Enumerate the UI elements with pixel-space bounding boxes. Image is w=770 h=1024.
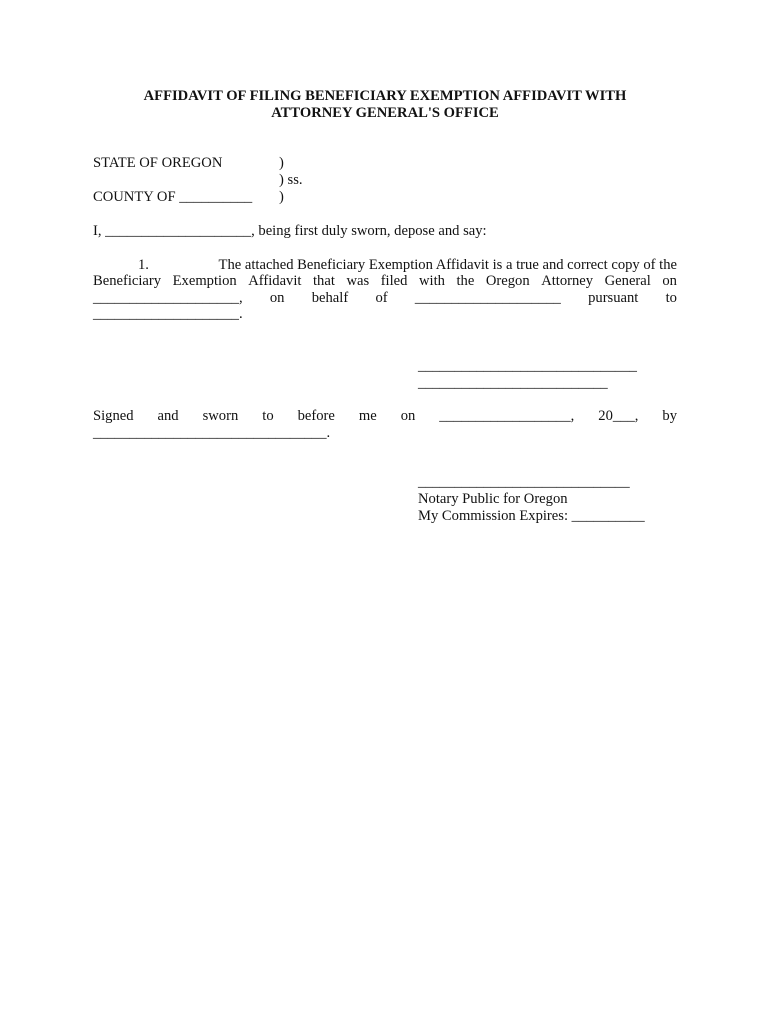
word: the bbox=[456, 273, 475, 289]
word: was bbox=[346, 273, 370, 289]
word: ____________________, bbox=[93, 290, 243, 306]
venue-paren-1: ) bbox=[279, 155, 284, 171]
word: on bbox=[269, 290, 285, 306]
word: Exemption bbox=[172, 273, 237, 289]
paragraph-line-2 bbox=[93, 273, 677, 290]
word: sworn bbox=[202, 408, 239, 424]
word: to bbox=[262, 408, 274, 424]
document-title-line-1: AFFIDAVIT OF FILING BENEFICIARY EXEMPTION AFFIDAVIT WITH bbox=[143, 88, 627, 104]
word: __________________, bbox=[439, 408, 575, 424]
word: me bbox=[358, 408, 377, 424]
notary-title: Notary Public for Oregon bbox=[418, 491, 568, 507]
word: Signed bbox=[93, 408, 134, 424]
word: 20___, bbox=[598, 408, 639, 424]
document-title-line-2: ATTORNEY GENERAL'S OFFICE bbox=[271, 105, 499, 121]
word: on bbox=[400, 408, 416, 424]
word: and bbox=[157, 408, 179, 424]
signature-blank-1: ______________________________ bbox=[418, 358, 637, 374]
word: with bbox=[418, 273, 445, 289]
venue-state: STATE OF OREGON bbox=[93, 155, 223, 171]
word: General bbox=[604, 273, 651, 289]
intro-statement: I, ____________________, being first duly sworn, depose and say: bbox=[93, 223, 487, 239]
venue-paren-ss: ) ss. bbox=[279, 172, 303, 188]
venue-paren-3: ) bbox=[279, 189, 284, 205]
notary-signature-blank: _____________________________ bbox=[418, 474, 630, 490]
notary-commission-expires: My Commission Expires: __________ bbox=[418, 508, 645, 524]
word: before bbox=[297, 408, 335, 424]
signature-blank-2: __________________________ bbox=[418, 375, 608, 391]
word: that bbox=[313, 273, 335, 289]
signed-sworn-line bbox=[93, 408, 677, 425]
word: pursuant bbox=[588, 290, 639, 306]
paragraph-number: 1. bbox=[138, 257, 149, 273]
word: by bbox=[662, 408, 677, 424]
word: ____________________ bbox=[414, 290, 561, 306]
paragraph-line-3 bbox=[93, 290, 677, 307]
paragraph-line-1: The attached Beneficiary Exemption Affidavit is a true and correct copy of the bbox=[218, 257, 677, 273]
word: Beneficiary bbox=[93, 273, 162, 289]
word: behalf bbox=[311, 290, 349, 306]
venue-county: COUNTY OF __________ bbox=[93, 189, 253, 205]
word: filed bbox=[380, 273, 408, 289]
word: Oregon bbox=[485, 273, 530, 289]
word: to bbox=[665, 290, 677, 306]
word: Attorney bbox=[541, 273, 594, 289]
word: on bbox=[662, 273, 677, 289]
paragraph-line-4: ____________________. bbox=[93, 306, 243, 322]
word: Affidavit bbox=[248, 273, 302, 289]
signed-sworn-line-2: ________________________________. bbox=[93, 425, 331, 441]
word: of bbox=[375, 290, 388, 306]
